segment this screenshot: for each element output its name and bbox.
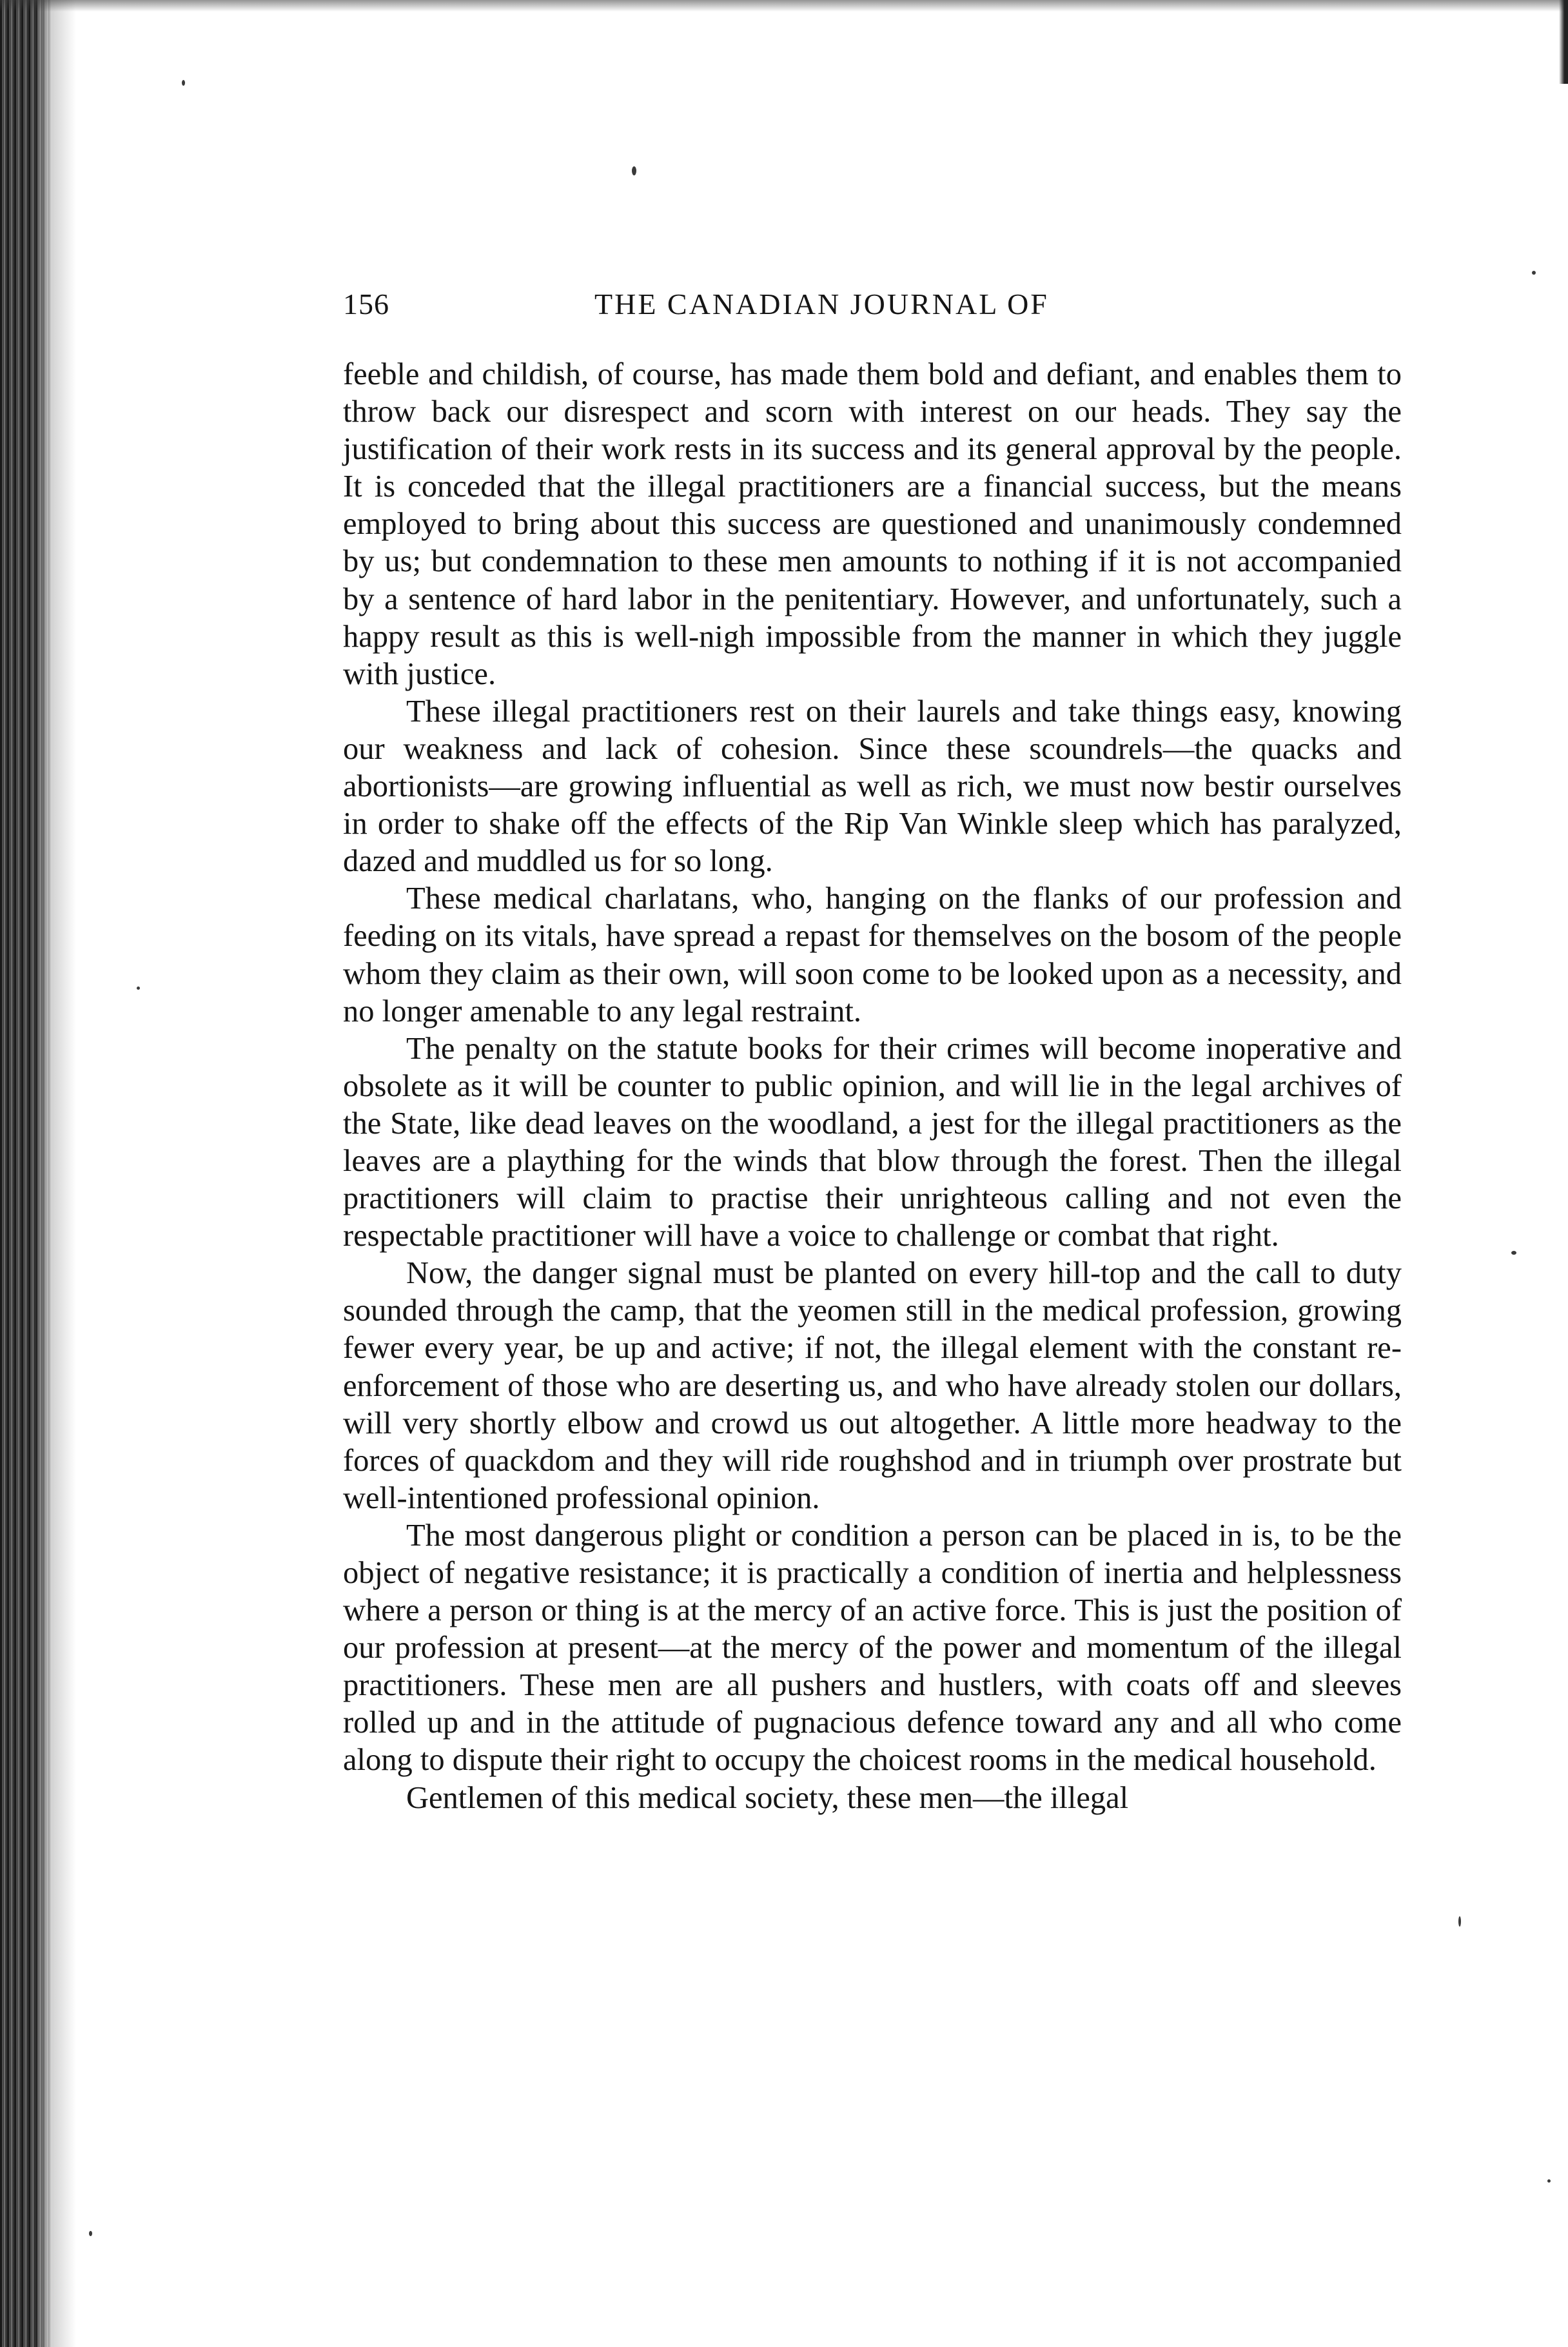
scan-speck: [1532, 271, 1536, 275]
page-number: 156: [343, 288, 389, 320]
scan-speck: [1511, 1251, 1516, 1255]
paragraph: The penalty on the statute books for their crimes will become inoperative and obsolete as it will be counter to public opinion, and will lie in the legal archives of the State, like dead leaves on the woodland, a jest for the illegal practitioners as the leaves are a plaything for the winds that blow through the forest. Then the illegal practitioners will claim to practise their unrighteous calling and not even the respectable practitioner will have a voice to challenge or combat that right.: [343, 1031, 1402, 1253]
scan-speck: [182, 80, 185, 86]
paragraph: These illegal practitioners rest on their laurels and take things easy, knowing our weakness and lack of cohesion. Since these scoundrels—the quacks and abortionists—are growing influential as well as rich, we must now bestir ourselves in order to shake off the effects of the Rip Van Winkle sleep which has paralyzed, dazed and muddled us for so long.: [343, 694, 1402, 879]
paragraph: The most dangerous plight or condition a person can be placed in is, to be the object of negative resistance; it is practically a condition of inertia and helplessness where a person or thing is at the mercy of an active force. This is just the position of our profession at present—at the mercy of the power and momentum of the illegal practitioners. These men are all pushers and hustlers, with coats off and sleeves rolled up and in the attitude of pugnacious defence toward any and all who come along to dispute their right to occupy the choicest rooms in the medical household.: [343, 1518, 1402, 1778]
article-body: [343, 356, 1402, 1817]
paragraph: These medical charlatans, who, hanging on the flanks of our profession and feeding on its vitals, have spread a repast for themselves on the bosom of the people whom they claim as their own, will soon come to be looked upon as a necessity, and no longer amenable to any legal restraint.: [343, 881, 1402, 1028]
scan-speck: [1547, 2179, 1551, 2183]
scan-speck: [89, 2231, 92, 2236]
running-title: THE CANADIAN JOURNAL OF: [594, 288, 1049, 320]
paragraph: Gentlemen of this medical society, these men—the illegal: [406, 1780, 1129, 1815]
paragraph: Now, the danger signal must be planted on every hill-top and the call to duty sounded through the camp, that the yeomen still in the medical profession, growing fewer every year, be up and active; if not, the illegal element with the constant re-enforcement of those who are deserting us, and who have already stolen our dollars, will very shortly elbow and crowd us out altogether. A little more headway to the forces of quackdom and they will ride roughshod and in triumph over prostrate but well-intentioned professional opinion.: [343, 1256, 1402, 1515]
scan-speck: [137, 987, 140, 990]
scan-speck: [632, 166, 636, 175]
scan-top-shadow: [0, 0, 1568, 12]
scan-corner-mark: [1559, 0, 1568, 84]
scan-speck: [1458, 1916, 1461, 1927]
paragraph: feeble and childish, of course, has made them bold and defiant, and enables them to throw back our disrespect and scorn with interest on our heads. They say the justification of their work rests in its success and its general approval by the people. It is conceded that the illegal practitioners are a financial success, but the means employed to bring about this success are questioned and unanimously condemned by us; but condemnation to these men amounts to nothing if it is not accompanied by a sentence of hard labor in the penitentiary. However, and unfortunately, such a happy result as this is well-nigh impossible from the manner in which they juggle with justice.: [343, 357, 1402, 691]
scan-edge-shadow: [50, 0, 76, 2347]
page-header: [343, 279, 1400, 330]
scan-binding-edge: [0, 0, 50, 2347]
